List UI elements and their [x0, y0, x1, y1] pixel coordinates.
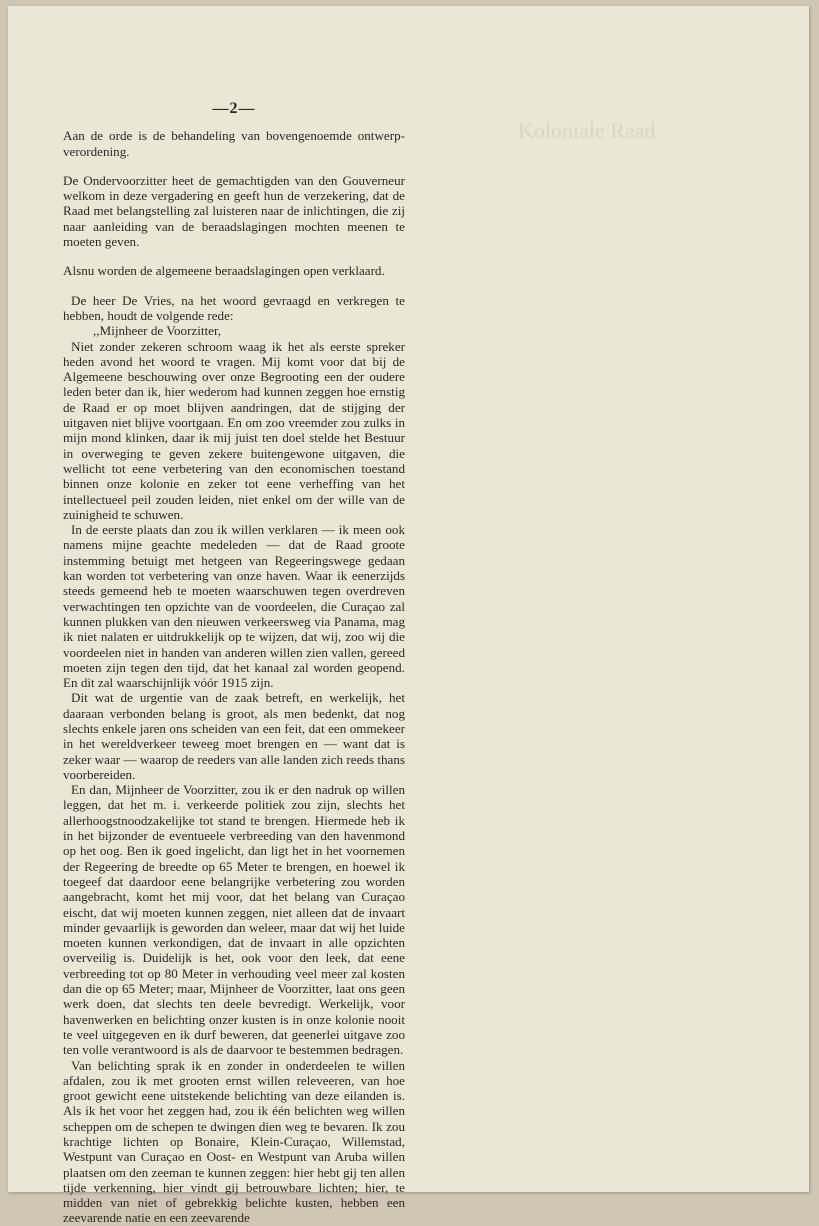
speech-paragraph: En dan, Mijnheer de Voorzitter, zou ik er den nadruk op willen leggen, dat het m. i. verkeerde politiek zou zijn, slechts het allerhoogstnoodzakelijke tot stand te brengen. Hiermede heb ik in het bijzonder de eventueele verbreeding van den havenmond op het oog. Ben ik goed ingelicht, dan ligt het in het voornemen der Regeering de breedte op 65 Meter te brengen, en hoewel ik toegeef dat daardoor eene belangrijke verbetering zou worden aangebracht, komt het mij voor, dat het belang van Curaçao eischt, dat wij moeten kunnen zeggen, niet alleen dat de invaart minder gevaarlijk is geworden dan weleer, maar dat wij het luide moeten kunnen verkondigen, dat de invaart in alle opzichten overveilig is. Duidelijk is het, ook voor den leek, dat eene verbreeding tot op 80 Meter in verhouding veel meer zal kosten dan die op 65 Meter; maar, Mijnheer de Voorzitter, laat ons geen werk doen, dat slechts ten deele bevredigt. Werkelijk, voor havenwerken en belichting onzer kusten is in onze kolonie nooit te veel uitgegeven en ik durf beweren, dat geenerlei uitgave zoo ten volle verantwoord is als de daarvoor te bestemmen bedragen. — [63, 782, 405, 1058]
document-page — [8, 6, 809, 1226]
text-column — [63, 101, 405, 1226]
speech-paragraph: Niet zonder zekeren schroom waag ik het als eerste spreker heden avond het woord te vragen. Mij komt voor dat bij de Algemeene beschouwing over onze Begrooting een der oudere leden beter dan ik, hier wederom had kunnen zeggen hoe ernstig de Raad er op moet blijven aandringen, dat de stijging der uitgaven niet blijve voortgaan. En om zoo vreemder zou zulks in mijn mond klinken, daar ik mij juist ten doel stelde het Bestuur in overweging te geven zekere buitengewone uitgaven, die wellicht tot eene verbetering van den economischen toestand binnen onze kolonie en zeker tot eene verheffing van het intellectueel peil zouden leiden, niet enkel om der wille van de zuinigheid te schuwen. — [63, 338, 405, 522]
paragraph-opening: Alsnu worden de algemeene beraadslagingen open verklaard. — [63, 263, 385, 279]
speech-paragraph: Dit wat de urgentie van de zaak betreft, en werkelijk, het daaraan verbonden belang is groot, als men bedenkt, dat nog slechts enkele jaren ons scheiden van een feit, dat een ommekeer in het wereldverkeer teweeg moet brengen en — want dat is zeker waar — waarop de reeders van alle landen zich reeds thans voorbereiden. — [63, 690, 405, 782]
paragraph-welcome: De Ondervoorzitter heet de gemachtigden van den Gouverneur welkom in deze vergadering en geeft hun de verzekering, dat de Raad met belangstelling zal luisteren naar de inlichtingen, die zij naar aanleiding van de beraadslagingen mochten meenen te moeten geven. — [63, 172, 405, 250]
salutation: ,,Mijnheer de Voorzitter, — [93, 323, 222, 339]
bleed-through-text: Koloniale Raad — [518, 118, 656, 143]
page-number: —2— — [212, 100, 256, 117]
paragraph-agenda: Aan de orde is de behandeling van bovengenoemde ontwerp-verordening. — [63, 128, 405, 159]
speech-paragraph: Van belichting sprak ik en zonder in onderdeelen te willen afdalen, zou ik met grooten ernst willen releveeren, van hoe groot gewicht eene uitstekende belichting van deze eilanden is. Als ik het voor het zeggen had, zou ik één belichten weg willen scheppen om de schepen te dwingen dien weg te bevaren. Ik zou krachtige lichten op Bonaire, Klein-Curaçao, Willemstad, Westpunt van Curaçao en Oost- en Westpunt van Aruba willen plaatsen om den zeeman te kunnen zeggen: hier hebt gij ten allen tijde verkenning, hier vindt gij betrouwbare lichten; hier, te midden van niet of gebrekkig belichte kusten, hebben een zeevarende natie en een zeevarende — [63, 1057, 405, 1226]
speech-paragraph: In de eerste plaats dan zou ik willen verklaren — ik meen ook namens mijne geachte medeleden — dat de Raad groote instemming betuigt met hetgeen van Regeeringswege gedaan kan worden tot verbetering van onze haven. Waar ik eenerzijds steeds gemeend heb te moeten waarschuwen tegen overdreven verwachtingen ten opzichte van de voordeelen, die Curaçao zal kunnen plukken van den nieuwen verkeersweg via Panama, mag ik niet nalaten er uitdrukkelijk op te wijzen, dat wij, zoo wij die voordeelen niet in handen van anderen willen zien vallen, gereed moeten zijn tegen den tijd, dat het kanaal zal worden geopend. En dit zal waarschijnlijk vóór 1915 zijn. — [63, 522, 405, 691]
paragraph-speaker-intro: De heer De Vries, na het woord gevraagd en verkregen te hebben, houdt de volgende rede: — [63, 292, 405, 323]
